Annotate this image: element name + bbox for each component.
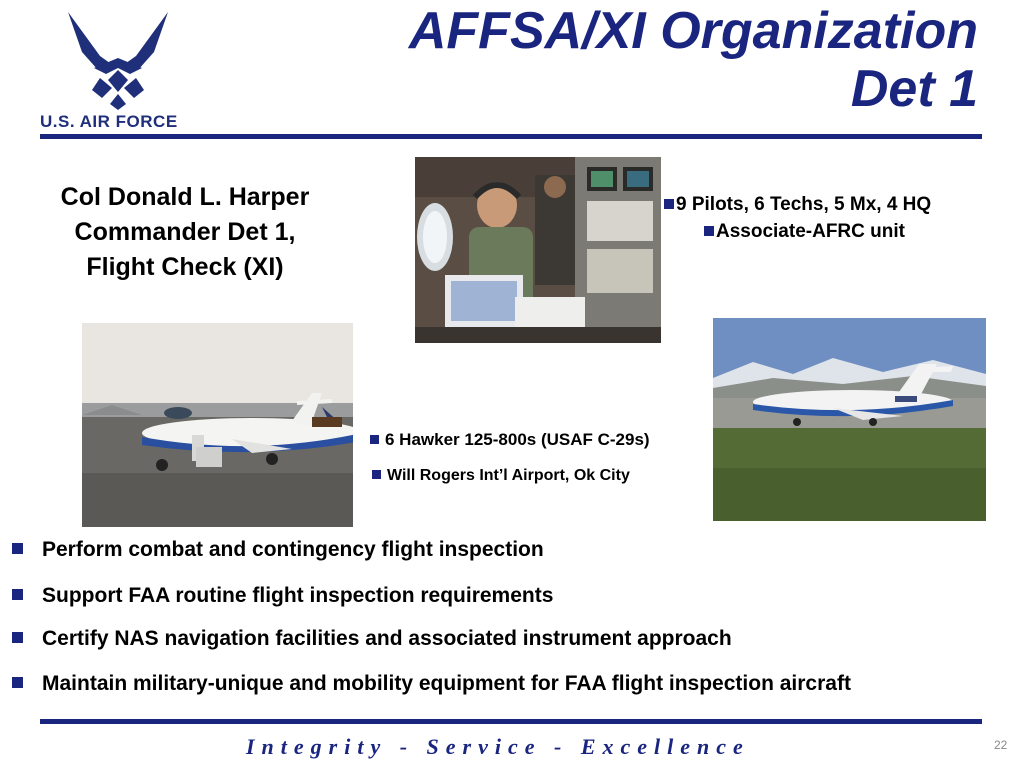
crew-console-photo <box>415 157 661 343</box>
header-divider <box>40 134 982 139</box>
bullet-square-icon <box>370 435 379 444</box>
aircraft-fleet <box>370 430 650 450</box>
commander-name: Col Donald L. Harper <box>60 183 310 211</box>
bullet-square-icon <box>12 543 23 554</box>
aircraft-base <box>372 467 630 485</box>
unit-staffing <box>664 192 931 218</box>
hawker-jet-photo-left <box>82 323 353 527</box>
bullet-square-icon <box>664 199 674 209</box>
hawker-jet-photo-right <box>713 318 986 521</box>
aircraft-fleet-text: 6 Hawker 125-800s (USAF C-29s) <box>385 430 650 449</box>
footer-divider <box>40 719 982 724</box>
title-line-1: AFFSA/XI Organization <box>408 2 978 60</box>
bullet-square-icon <box>12 632 23 643</box>
footer-motto: Integrity - Service - Excellence <box>246 734 750 759</box>
aircraft-base-text: Will Rogers Int’l Airport, Ok City <box>387 467 630 484</box>
slide-title <box>409 2 978 118</box>
unit-associate-text: Associate-AFRC unit <box>716 221 905 242</box>
unit-associate <box>704 219 905 245</box>
title-line-2: Det 1 <box>850 60 978 118</box>
list-item: Certify NAS navigation facilities and associated instrument approach <box>12 627 732 651</box>
list-item: Maintain military-unique and mobility equipment for FAA flight inspection aircraft <box>12 672 851 696</box>
list-item: Perform combat and contingency flight inspection <box>12 538 544 562</box>
bullet-square-icon <box>704 226 714 236</box>
commander-title: Commander Det 1, <box>74 218 296 246</box>
bullet-square-icon <box>12 589 23 600</box>
commander-block <box>30 180 340 285</box>
page-number: 22 <box>994 738 1008 752</box>
bullet-square-icon <box>372 470 381 479</box>
commander-unit: Flight Check (XI) <box>86 253 284 281</box>
bullet-square-icon <box>12 677 23 688</box>
usaf-logo-text: U.S. AIR FORCE <box>40 112 178 131</box>
usaf-wings-icon <box>38 8 198 112</box>
unit-staffing-text: 9 Pilots, 6 Techs, 5 Mx, 4 HQ <box>676 194 932 215</box>
list-item: Support FAA routine flight inspection requirements <box>12 584 553 608</box>
